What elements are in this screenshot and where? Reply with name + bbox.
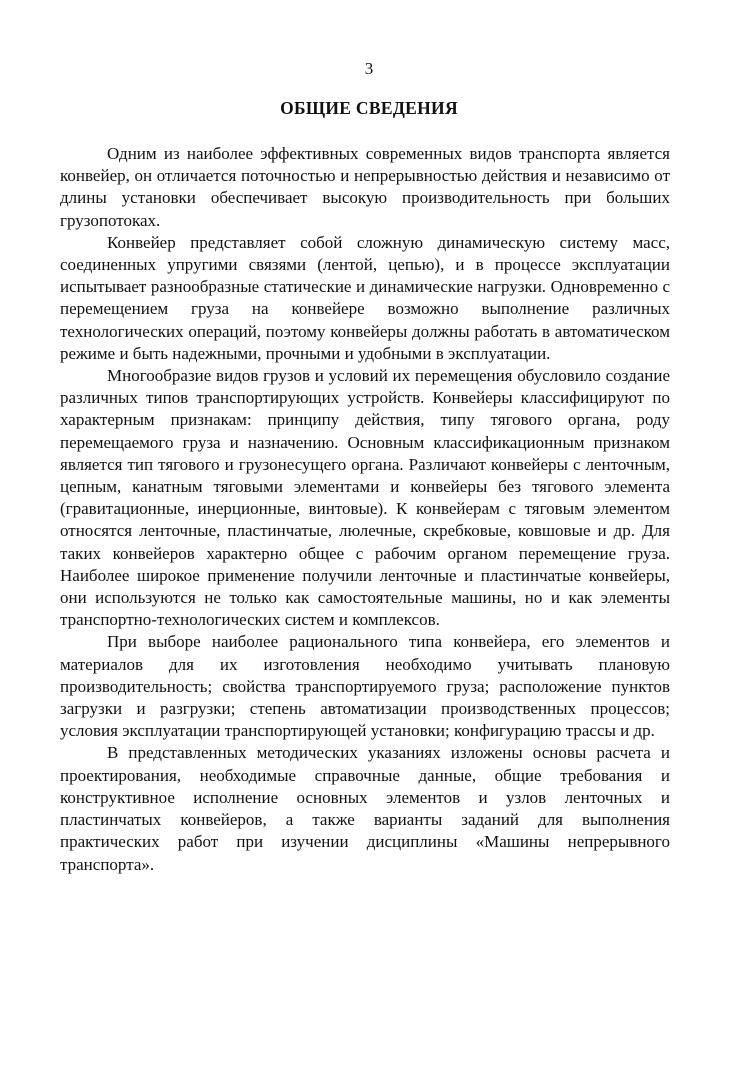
page-title: ОБЩИЕ СВЕДЕНИЯ: [280, 98, 458, 118]
paragraph: Одним из наиболее эффективных современных видов транспорта является конвейер, он отличается поточностью и непрерывностью действия и независимо от длины установки обеспечивает высокую производительность при больших грузопотоках.: [60, 144, 670, 230]
paragraph: Многообразие видов грузов и условий их перемещения обусловило создание различных типов транспортирующих устройств. Конвейеры классифицируют по характерным признакам: принципу действия, типу тягового органа, роду перемещаемого груза и назначению. Основным классификационным признаком является тип тягового и грузонесущего органа. Различают конвейеры с ленточным, цепным, канатным тяговыми элементами и конвейеры без тягового элемента (гравитационные, инерционные, винтовые). К конвейерам с тяговым элементом относятся ленточные, пластинчатые, люлечные, скребковые, ковшовые и др. Для таких конвейеров характерно общее с рабочим органом перемещение груза. Наиболее широкое применение получили ленточные и пластинчатые конвейеры, они используются не только как самостоятельные машины, но и как элементы транспортно-технологических систем и комплексов.: [60, 366, 670, 630]
body-text: [60, 143, 670, 876]
page-number: 3: [364, 59, 374, 78]
paragraph: При выборе наиболее рационального типа конвейера, его элементов и материалов для их изготовления необходимо учитывать плановую производительность; свойства транспортируемого груза; расположение пунктов загрузки и разгрузки; степень автоматизации производственных процессов; условия эксплуатации транспортирующей установки; конфигурацию трассы и др.: [60, 632, 670, 741]
paragraph: Конвейер представляет собой сложную динамическую систему масс, соединенных упругими связями (лентой, цепью), и в процессе эксплуатации испытывает разнообразные статические и динамические нагрузки. Одновременно с перемещением груза на конвейере возможно выполнение различных технологических операций, поэтому конвейеры должны работать в автоматическом режиме и быть надежными, прочными и удобными в эксплуатации.: [60, 232, 670, 363]
paragraph: В представленных методических указаниях изложены основы расчета и проектирования, необходимые справочные данные, общие требования и конструктивное исполнение основных элементов и узлов ленточных и пластинчатых конвейеров, а также варианты заданий для выполнения практических работ при изучении дисциплины «Машины непрерывного транспорта».: [60, 743, 670, 874]
